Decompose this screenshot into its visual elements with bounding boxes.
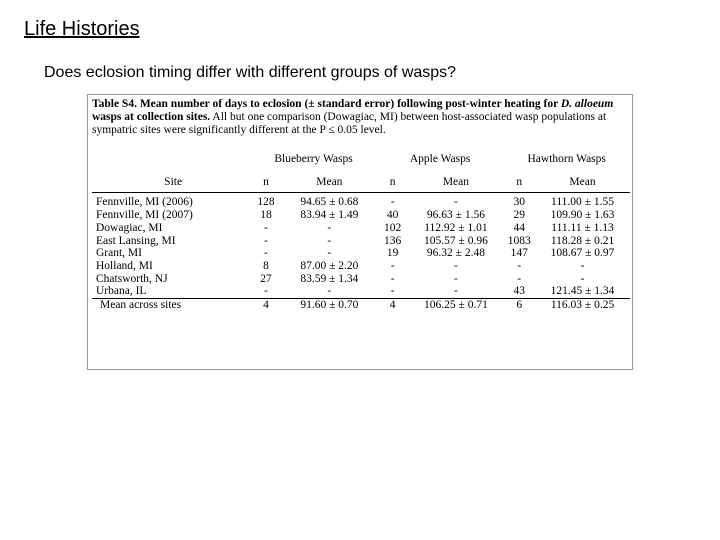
table-row (92, 285, 630, 298)
cell-mean: 105.57 ± 0.96 (424, 234, 488, 247)
cell-site: Fennville, MI (2007) (96, 209, 193, 222)
group-header-apple: Apple Wasps (409, 153, 471, 165)
cell-mean: - (580, 272, 585, 285)
cell-n: - (264, 221, 268, 234)
cell-n: 43 (513, 285, 525, 298)
cell-mean: - (327, 247, 332, 260)
table-row (92, 193, 630, 209)
cell-n: 19 (386, 247, 399, 260)
cell-n: 29 (513, 209, 525, 222)
cell-n: - (264, 285, 268, 298)
cell-n: 18 (260, 209, 272, 222)
cell-mean: 106.25 ± 0.71 (408, 299, 503, 312)
cell-n: - (390, 196, 395, 209)
table-row (92, 260, 630, 273)
cell-mean: - (454, 196, 458, 209)
cell-n: 136 (384, 234, 402, 247)
col-header-mean: Mean (408, 176, 503, 193)
cell-mean: 87.00 ± 2.20 (300, 259, 359, 272)
cell-mean: 91.60 ± 0.70 (282, 299, 377, 312)
caption-bold-1: Table S4. Mean number of days to eclosion (± standard error) following post-winter heating for (92, 98, 561, 110)
column-header-row (92, 176, 630, 193)
table-row (92, 235, 630, 248)
slide-subtitle: Does eclosion timing differ with different groups of wasps? (44, 64, 457, 81)
cell-mean: 108.67 ± 0.97 (550, 247, 615, 260)
cell-mean: 109.90 ± 1.63 (550, 209, 615, 222)
cell-site: East Lansing, MI (96, 234, 176, 247)
cell-n: 102 (384, 221, 402, 234)
slide-title: Life Histories (24, 18, 140, 40)
cell-mean: - (454, 259, 458, 272)
cell-n: - (264, 247, 268, 260)
table-figure (87, 94, 633, 370)
cell-n: 4 (250, 299, 282, 312)
cell-mean: - (454, 285, 458, 298)
cell-mean: - (580, 259, 585, 272)
cell-mean: - (327, 285, 332, 298)
cell-mean: 112.92 ± 1.01 (424, 221, 488, 234)
col-header-n: n (503, 176, 535, 193)
cell-mean: 96.63 ± 1.56 (426, 209, 485, 222)
cell-n: 128 (257, 196, 275, 209)
cell-mean: 121.45 ± 1.34 (550, 285, 615, 298)
table-row (92, 209, 630, 222)
cell-site: Fennville, MI (2006) (96, 196, 193, 209)
table-row (92, 222, 630, 235)
cell-site: Mean across sites (92, 299, 250, 312)
cell-n: - (390, 272, 395, 285)
col-header-mean: Mean (535, 176, 630, 193)
cell-mean: - (327, 234, 332, 247)
table-row (92, 273, 630, 286)
cell-n: 27 (260, 272, 272, 285)
cell-site: Holland, MI (96, 259, 153, 272)
cell-n: 6 (503, 299, 535, 312)
eclosion-table (92, 153, 630, 312)
caption-text: All but one comparison (Dowagiac, MI) between host-associated wasp populations at sympatric sites were significantly different at the P ≤ 0.05 level. (92, 111, 607, 136)
cell-n: 1083 (507, 234, 531, 247)
cell-mean: 96.32 ± 2.48 (426, 247, 485, 260)
cell-mean: - (327, 221, 332, 234)
cell-mean: 83.59 ± 1.34 (300, 272, 359, 285)
cell-mean: 94.65 ± 0.68 (300, 196, 359, 209)
cell-n: 8 (263, 259, 269, 272)
cell-site: Chatsworth, NJ (96, 272, 168, 285)
cell-n: - (517, 272, 522, 285)
col-header-n: n (377, 176, 409, 193)
cell-n: 40 (386, 209, 399, 222)
col-header-n: n (250, 176, 282, 193)
cell-n: - (517, 259, 522, 272)
cell-mean: 111.11 ± 1.13 (551, 221, 614, 234)
mean-row (92, 299, 630, 312)
cell-n: 147 (510, 247, 528, 260)
cell-site: Grant, MI (96, 247, 142, 260)
cell-n: - (390, 259, 395, 272)
cell-mean: 116.03 ± 0.25 (535, 299, 630, 312)
caption-bold-2: wasps at collection sites. (92, 111, 211, 123)
cell-n: - (264, 234, 268, 247)
cell-mean: 118.28 ± 0.21 (550, 234, 615, 247)
caption-species: D. alloeum (560, 98, 614, 110)
cell-mean: - (454, 272, 458, 285)
cell-site: Urbana, IL (96, 285, 147, 298)
cell-n: - (390, 285, 395, 298)
col-header-mean: Mean (282, 176, 377, 193)
cell-site: Dowagiac, MI (96, 221, 163, 234)
col-header-site: Site (92, 176, 250, 193)
cell-mean: 83.94 ± 1.49 (300, 209, 359, 222)
table-row (92, 247, 630, 260)
cell-n: 30 (513, 196, 525, 209)
group-header-hawthorn: Hawthorn Wasps (527, 153, 606, 165)
group-header-blueberry: Blueberry Wasps (274, 153, 353, 165)
cell-mean: 111.00 ± 1.55 (551, 196, 614, 209)
cell-n: 44 (513, 221, 525, 234)
group-header-row (92, 153, 630, 176)
cell-n: 4 (377, 299, 409, 312)
table-caption (92, 98, 628, 137)
